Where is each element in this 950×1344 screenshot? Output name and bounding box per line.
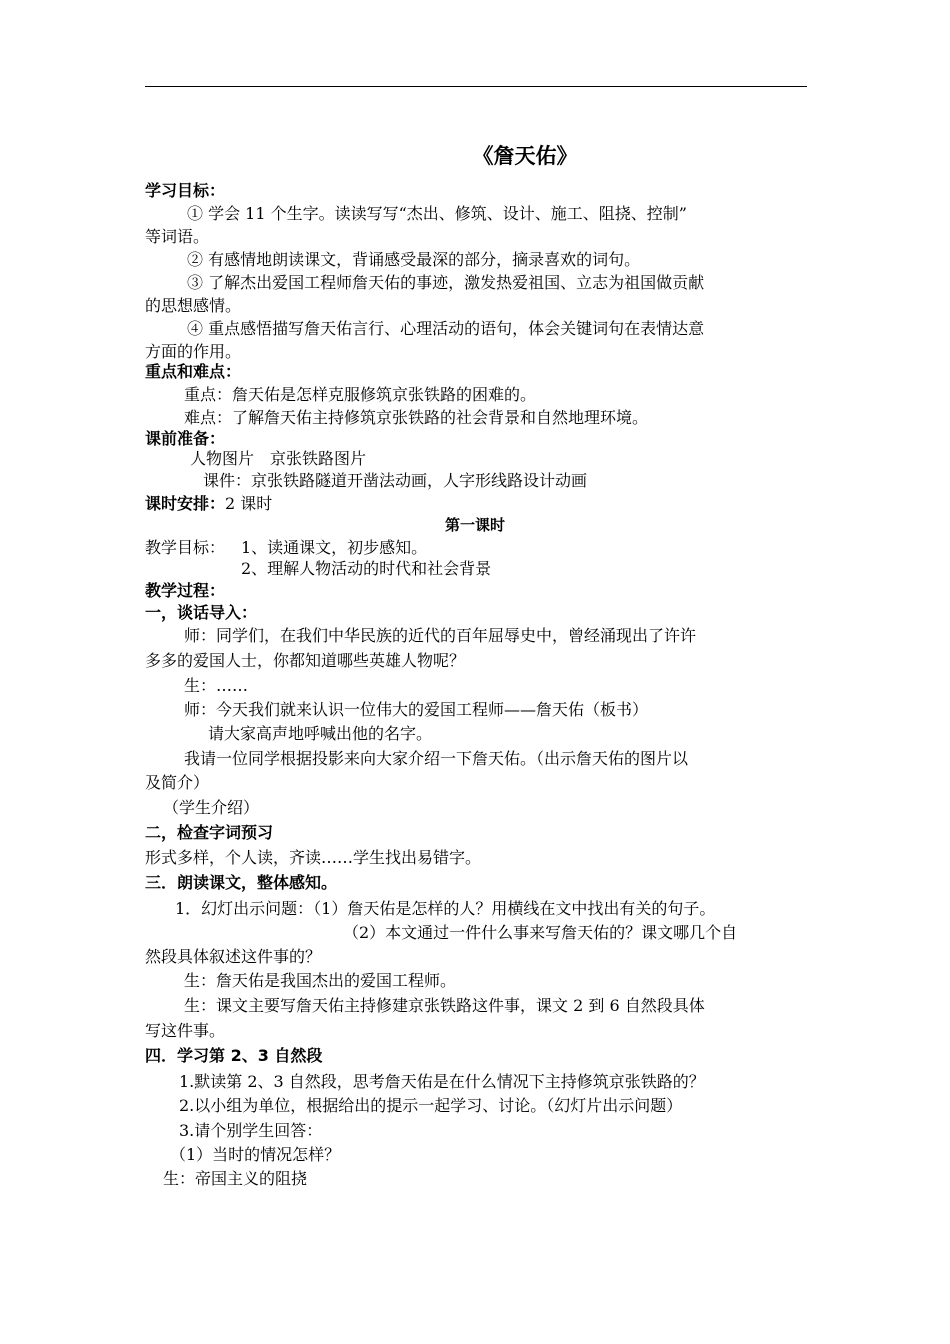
page-title: 《詹天佑》 bbox=[472, 144, 578, 168]
lesson-1-heading: 第一课时 bbox=[444, 516, 505, 534]
goal-4-line-2: 方面的作用。 bbox=[145, 342, 242, 361]
section-2-p1: 形式多样，个人读，齐读……学生找出易错字。 bbox=[145, 848, 482, 867]
section-1-p1-line-1: 师：同学们，在我们中华民族的近代的百年屈辱史中，曾经涌现出了许许 bbox=[184, 626, 697, 645]
schedule-value: 2 课时 bbox=[225, 494, 273, 513]
section-3-question-1: 1．幻灯出示问题：（1）詹天佑是怎样的人？用横线在文中找出有关的句子。 bbox=[175, 899, 716, 918]
key-focus: 重点：詹天佑是怎样克服修筑京张铁路的困难的。 bbox=[184, 385, 537, 404]
lesson-1-objective-label: 教学目标： bbox=[145, 538, 226, 557]
section-4-p3: 3.请个别学生回答： bbox=[179, 1121, 323, 1140]
goal-4-line-1: ④ 重点感悟描写詹天佑言行、心理活动的语句，体会关键词句在表情达意 bbox=[187, 319, 705, 338]
prep-pictures: 人物图片 京张铁路图片 bbox=[190, 449, 367, 468]
section-3-question-2-line-1: （2）本文通过一件什么事来写詹天佑的？课文哪几个自 bbox=[343, 923, 738, 942]
section-1-p5-line-2: 及简介） bbox=[145, 773, 210, 792]
section-1-p6: （学生介绍） bbox=[163, 798, 260, 817]
header-rule bbox=[145, 86, 807, 87]
prep-heading: 课前准备： bbox=[145, 429, 226, 448]
section-3-answer-2-line-2: 写这件事。 bbox=[145, 1021, 226, 1040]
process-heading: 教学过程： bbox=[145, 581, 226, 600]
goal-1-line-2: 等词语。 bbox=[145, 227, 210, 246]
goal-3-line-1: ③ 了解杰出爱国工程师詹天佑的事迹，激发热爱祖国、立志为祖国做贡献 bbox=[187, 273, 705, 292]
section-3-answer-2-line-1: 生：课文主要写詹天佑主持修建京张铁路这件事，课文 2 到 6 自然段具体 bbox=[184, 996, 705, 1015]
section-3-question-2-line-2: 然段具体叙述这件事的？ bbox=[145, 947, 322, 966]
section-2-heading: 二，检查字词预习 bbox=[145, 823, 274, 842]
section-1-p2: 生：…… bbox=[184, 676, 249, 695]
section-1-p3: 师：今天我们就来认识一位伟大的爱国工程师——詹天佑（板书） bbox=[184, 700, 649, 719]
section-1-p5-line-1: 我请一位同学根据投影来向大家介绍一下詹天佑。（出示詹天佑的图片以 bbox=[184, 749, 689, 768]
section-4-p5: 生：帝国主义的阻挠 bbox=[163, 1169, 308, 1188]
goal-1-line-1: ① 学会 11 个生字。读读写写“杰出、修筑、设计、施工、阻挠、控制” bbox=[187, 204, 687, 223]
goal-2: ② 有感情地朗读课文，背诵感受最深的部分，摘录喜欢的词句。 bbox=[187, 250, 641, 269]
goal-3-line-2: 的思想感情。 bbox=[145, 296, 242, 315]
goals-heading: 学习目标： bbox=[145, 181, 226, 200]
section-4-heading: 四．学习第 2、3 自然段 bbox=[145, 1046, 323, 1065]
schedule-heading: 课时安排： bbox=[145, 494, 226, 513]
prep-courseware: 课件：京张铁路隧道开凿法动画，人字形线路设计动画 bbox=[203, 471, 588, 490]
section-1-heading: 一，谈话导入： bbox=[145, 603, 258, 622]
key-heading: 重点和难点： bbox=[145, 362, 242, 381]
section-4-p2: 2.以小组为单位，根据给出的提示一起学习、讨论。（幻灯片出示问题） bbox=[179, 1096, 683, 1115]
key-difficulty: 难点：了解詹天佑主持修筑京张铁路的社会背景和自然地理环境。 bbox=[184, 408, 649, 427]
lesson-1-objective-1: 1、读通课文，初步感知。 bbox=[241, 538, 428, 557]
section-1-p1-line-2: 多多的爱国人士，你都知道哪些英雄人物呢？ bbox=[145, 651, 466, 670]
section-3-heading: 三．朗读课文，整体感知。 bbox=[145, 873, 338, 892]
section-4-p1: 1.默读第 2、3 自然段，思考詹天佑是在什么情况下主持修筑京张铁路的？ bbox=[179, 1072, 705, 1091]
section-4-p4: （1）当时的情况怎样？ bbox=[170, 1145, 341, 1164]
lesson-1-objective-2: 2、理解人物活动的时代和社会背景 bbox=[241, 559, 492, 578]
section-3-answer-1: 生：詹天佑是我国杰出的爱国工程师。 bbox=[184, 971, 457, 990]
section-1-p4: 请大家高声地呼喊出他的名字。 bbox=[208, 724, 433, 743]
schedule-line bbox=[145, 493, 272, 515]
